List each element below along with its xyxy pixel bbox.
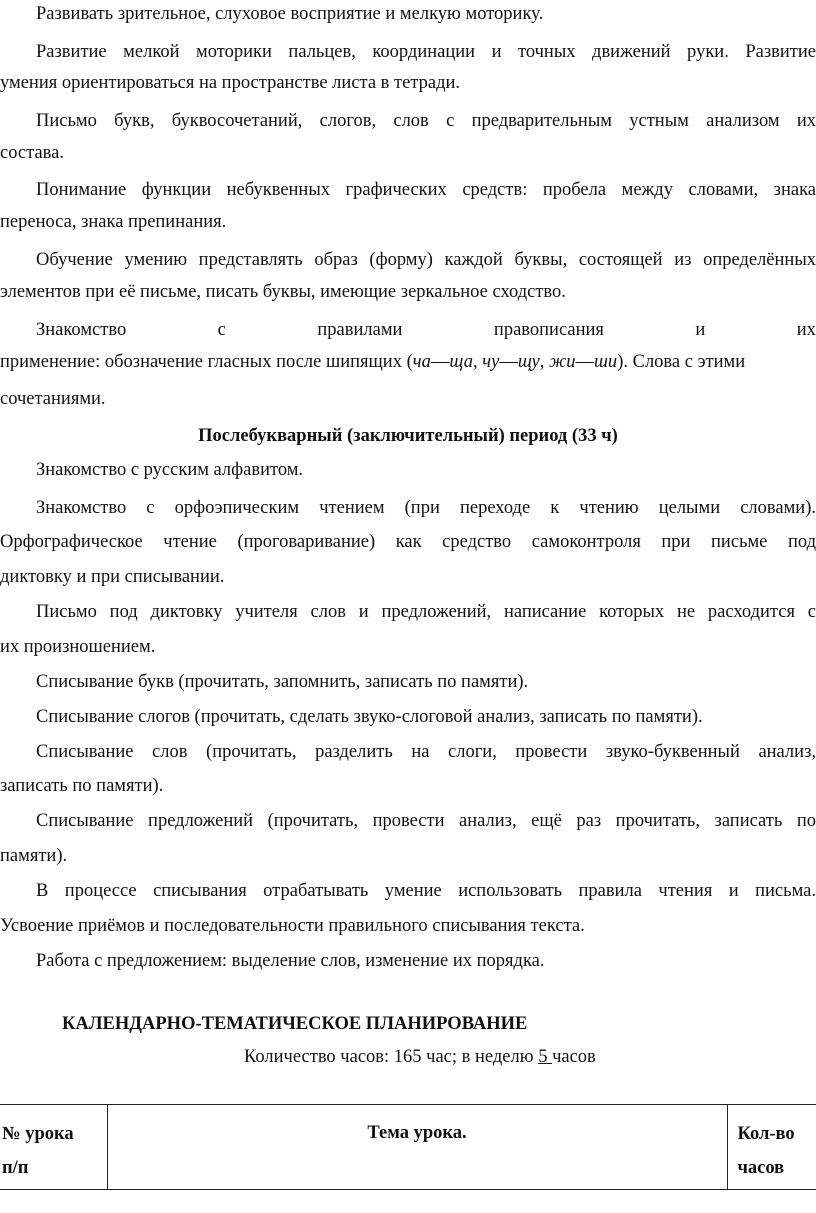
paragraph-letters-line2: состава. bbox=[0, 143, 64, 163]
column-header-number-line2: п/п bbox=[2, 1158, 29, 1178]
paragraph-rules-line3: сочетаниями. bbox=[0, 389, 106, 409]
text: ). Слова с этими bbox=[617, 352, 746, 372]
section-title: КАЛЕНДАРНО-ТЕМАТИЧЕСКОЕ ПЛАНИРОВАНИЕ bbox=[62, 1014, 528, 1034]
paragraph-dictation-line2: их произношением. bbox=[0, 637, 156, 657]
paragraph-sentence-work: Работа с предложением: выделение слов, изменение их порядка. bbox=[36, 951, 545, 971]
word: с bbox=[217, 320, 226, 340]
hours-weekly: 5 bbox=[538, 1047, 553, 1067]
period-heading: Послебукварный (заключительный) период (33 ч) bbox=[198, 426, 618, 446]
word: их bbox=[796, 320, 816, 340]
word: и bbox=[695, 320, 706, 340]
column-header-number-line1: № урока bbox=[2, 1124, 74, 1144]
italic-word: ща bbox=[449, 352, 474, 372]
paragraph-orthoepic-line1: Знакомство с орфоэпическим чтением (при переходе к чтению целыми словами). bbox=[36, 498, 816, 518]
paragraph-motor-line1: Развитие мелкой моторики пальцев, координации и точных движений руки. Развитие bbox=[36, 42, 816, 62]
paragraph-copy-sentences-line1: Списывание предложений (прочитать, провести анализ, ещё раз прочитать, записать по bbox=[36, 811, 816, 831]
paragraph-copy-syllables: Списывание слогов (прочитать, сделать звуко-слоговой анализ, записать по памяти). bbox=[36, 707, 703, 727]
plan-table bbox=[0, 1104, 816, 1190]
table-header-row bbox=[0, 1105, 816, 1190]
text: применение: обозначение гласных после шипящих ( bbox=[0, 352, 413, 372]
column-header-topic bbox=[107, 1105, 727, 1190]
column-header-hours bbox=[727, 1105, 816, 1190]
paragraph-shape-line1: Обучение умению представлять образ (форму) каждой буквы, состоящей из определённых bbox=[36, 250, 816, 270]
hours-suffix: часов bbox=[552, 1047, 596, 1067]
hours-summary bbox=[244, 1045, 804, 1069]
paragraph-motor-line2: умения ориентироваться на пространстве листа в тетради. bbox=[0, 73, 461, 93]
column-header-hours-line2: часов bbox=[737, 1158, 785, 1178]
italic-word: чу bbox=[482, 352, 500, 372]
italic-word: ши bbox=[593, 352, 618, 372]
column-header-number bbox=[0, 1105, 107, 1190]
paragraph-letters-line1: Письмо букв, буквосочетаний, слогов, слов с предварительным устным анализом их bbox=[36, 111, 816, 131]
paragraph-rules-line1 bbox=[36, 318, 816, 342]
paragraph-shape-line2: элементов при её письме, писать буквы, имеющие зеркальное сходство. bbox=[0, 282, 566, 302]
paragraph-graphics-line2: переноса, знака препинания. bbox=[0, 212, 227, 232]
italic-word: ча bbox=[412, 352, 431, 372]
paragraph-copy-words-line1: Списывание слов (прочитать, разделить на слоги, провести звуко-буквенный анализ, bbox=[36, 742, 816, 762]
italic-word: жи bbox=[549, 352, 576, 372]
paragraph-alphabet: Знакомство с русским алфавитом. bbox=[36, 460, 304, 480]
column-header-topic-label: Тема урока. bbox=[367, 1123, 467, 1143]
column-header-hours-line1: Кол-во bbox=[737, 1124, 795, 1144]
paragraph-perception: Развивать зрительное, слуховое восприятие и мелкую моторику. bbox=[36, 4, 544, 24]
paragraph-dictation-line1: Письмо под диктовку учителя слов и предложений, написание которых не расходится с bbox=[36, 602, 816, 622]
paragraph-orthoepic-line2: Орфографическое чтение (проговаривание) как средство самоконтроля при письме под bbox=[0, 532, 816, 552]
italic-word: щу bbox=[517, 352, 540, 372]
paragraph-graphics-line1: Понимание функции небуквенных графических средств: пробела между словами, знака bbox=[36, 180, 816, 200]
separator: , bbox=[539, 352, 549, 372]
word: правописания bbox=[493, 320, 604, 340]
paragraph-copy-sentences-line2: памяти). bbox=[0, 846, 68, 866]
dash: — bbox=[430, 352, 450, 372]
separator: , bbox=[473, 352, 483, 372]
hours-prefix: Количество часов: 165 час; в неделю bbox=[244, 1047, 539, 1067]
dash: — bbox=[575, 352, 594, 372]
paragraph-process-line2: Усвоение приёмов и последовательности правильного списывания текста. bbox=[0, 916, 585, 936]
word: правилами bbox=[317, 320, 403, 340]
dash: — bbox=[499, 352, 518, 372]
word: Знакомство bbox=[36, 320, 127, 340]
paragraph-copy-words-line2: записать по памяти). bbox=[0, 776, 164, 796]
paragraph-rules-line2 bbox=[0, 350, 816, 374]
paragraph-process-line1: В процессе списывания отрабатывать умение использовать правила чтения и письма. bbox=[36, 881, 816, 901]
paragraph-orthoepic-line3: диктовку и при списывании. bbox=[0, 567, 225, 587]
paragraph-copy-letters: Списывание букв (прочитать, запомнить, записать по памяти). bbox=[36, 672, 529, 692]
